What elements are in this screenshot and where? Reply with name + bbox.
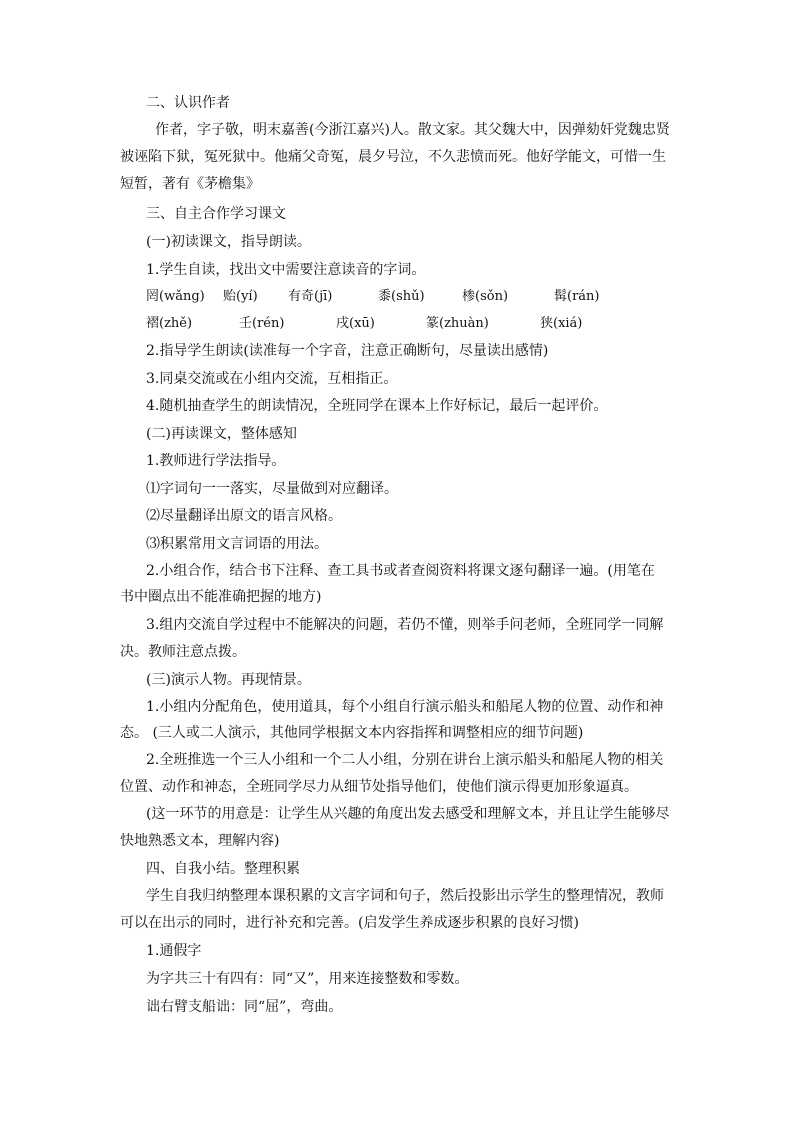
paragraph-line: 态。 (三人或二人演示，其他同学根据文本内容指挥和调整相应的细节问题): [120, 725, 584, 741]
paragraph-line: 书中圈点出不能准确把握的地方): [120, 589, 322, 605]
section-heading-study: 三、自主合作学习课文: [146, 206, 286, 222]
paragraph-line: 1.小组内分配角色，使用道具，每个小组自行演示船头和船尾人物的位置、动作和神: [146, 699, 664, 715]
pinyin-item: 有奇(jī): [288, 289, 333, 304]
section-heading-author: 二、认识作者: [146, 95, 230, 111]
pinyin-item: 椮(sǒn): [462, 289, 509, 304]
pinyin-item: 褶(zhě): [146, 316, 193, 331]
paragraph-line: 学生自我归纳整理本课积累的文言字词和句子，然后投影出示学生的整理情况，教师: [146, 888, 664, 904]
pinyin-item: 贻(yí): [223, 289, 258, 304]
pinyin-item: 壬(rén): [239, 316, 285, 331]
pinyin-item: 黍(shǔ): [378, 289, 425, 304]
paragraph-line: (这一环节的用意是：让学生从兴趣的角度出发去感受和理解文本，并且让学生能够尽: [146, 806, 670, 822]
pinyin-item: 狭(xiá): [540, 316, 583, 331]
paragraph-line: 短暂，著有《茅檐集》: [120, 176, 260, 192]
paragraph-line: 2.小组合作，结合书下注释、查工具书或者查阅资料将课文逐句翻译一遍。(用笔在: [146, 563, 655, 579]
paragraph-line: 可以在出示的同时，进行补充和完善。(启发学生养成逐步积累的良好习惯): [120, 915, 579, 931]
paragraph-line: 位置、动作和神态，全班同学尽力从细节处指导他们，使他们演示得更加形象逼真。: [120, 779, 638, 795]
pinyin-item: 篆(zhuàn): [426, 316, 489, 331]
list-item: ⑴字词句一一落实，尽量做到对应翻译。: [146, 481, 398, 497]
paragraph-line: 决。教师注意点拨。: [120, 644, 246, 660]
section-heading-summary: 四、自我小结。整理积累: [146, 861, 300, 877]
subsection-heading: (二)再读课文，整体感知: [146, 426, 297, 442]
paragraph-line: 3.组内交流自学过程中不能解决的问题，若仍不懂，则举手问老师，全班同学一同解: [146, 617, 664, 633]
list-item: ⑵尽量翻译出原文的语言风格。: [146, 508, 342, 524]
list-item: ⑶积累常用文言词语的用法。: [146, 536, 328, 552]
list-item: 3.同桌交流或在小组内交流，互相指正。: [146, 371, 398, 387]
paragraph-line: 2.全班推选一个三人小组和一个二人小组，分别在讲台上演示船头和船尾人物的相关: [146, 752, 664, 768]
pinyin-item: 髯(rán): [554, 289, 600, 304]
subsection-heading: (一)初读课文，指导朗读。: [146, 234, 311, 250]
pinyin-item: 罔(wǎng): [146, 289, 205, 304]
paragraph-line: 作者，字子敬，明末嘉善(今浙江嘉兴)人。散文家。其父魏大中，因弹劾奸党魏忠贤: [155, 122, 670, 138]
pinyin-item: 戌(xū): [336, 316, 375, 331]
paragraph-line: 被诬陷下狱，冤死狱中。他痛父奇冤，晨夕号泣，不久悲愤而死。他好学能文，可惜一生: [120, 149, 666, 165]
list-item: 1.学生自读，找出文中需要注意读音的字词。: [146, 262, 426, 278]
list-item: 4.随机抽查学生的朗读情况，全班同学在课本上作好标记，最后一起评价。: [146, 398, 608, 414]
subsection-heading: (三)演示人物。再现情景。: [146, 672, 311, 688]
list-item: 1.通假字: [146, 943, 202, 959]
list-item: 诎右臂支船诎：同“屈”，弯曲。: [146, 999, 343, 1015]
list-item: 1.教师进行学法指导。: [146, 453, 286, 469]
list-item: 为字共三十有四有：同“又”，用来连接整数和零数。: [146, 971, 469, 987]
list-item: 2.指导学生朗读(读准每一个字音，注意正确断句，尽量读出感情): [146, 343, 549, 359]
paragraph-line: 快地熟悉文本，理解内容): [120, 833, 280, 849]
